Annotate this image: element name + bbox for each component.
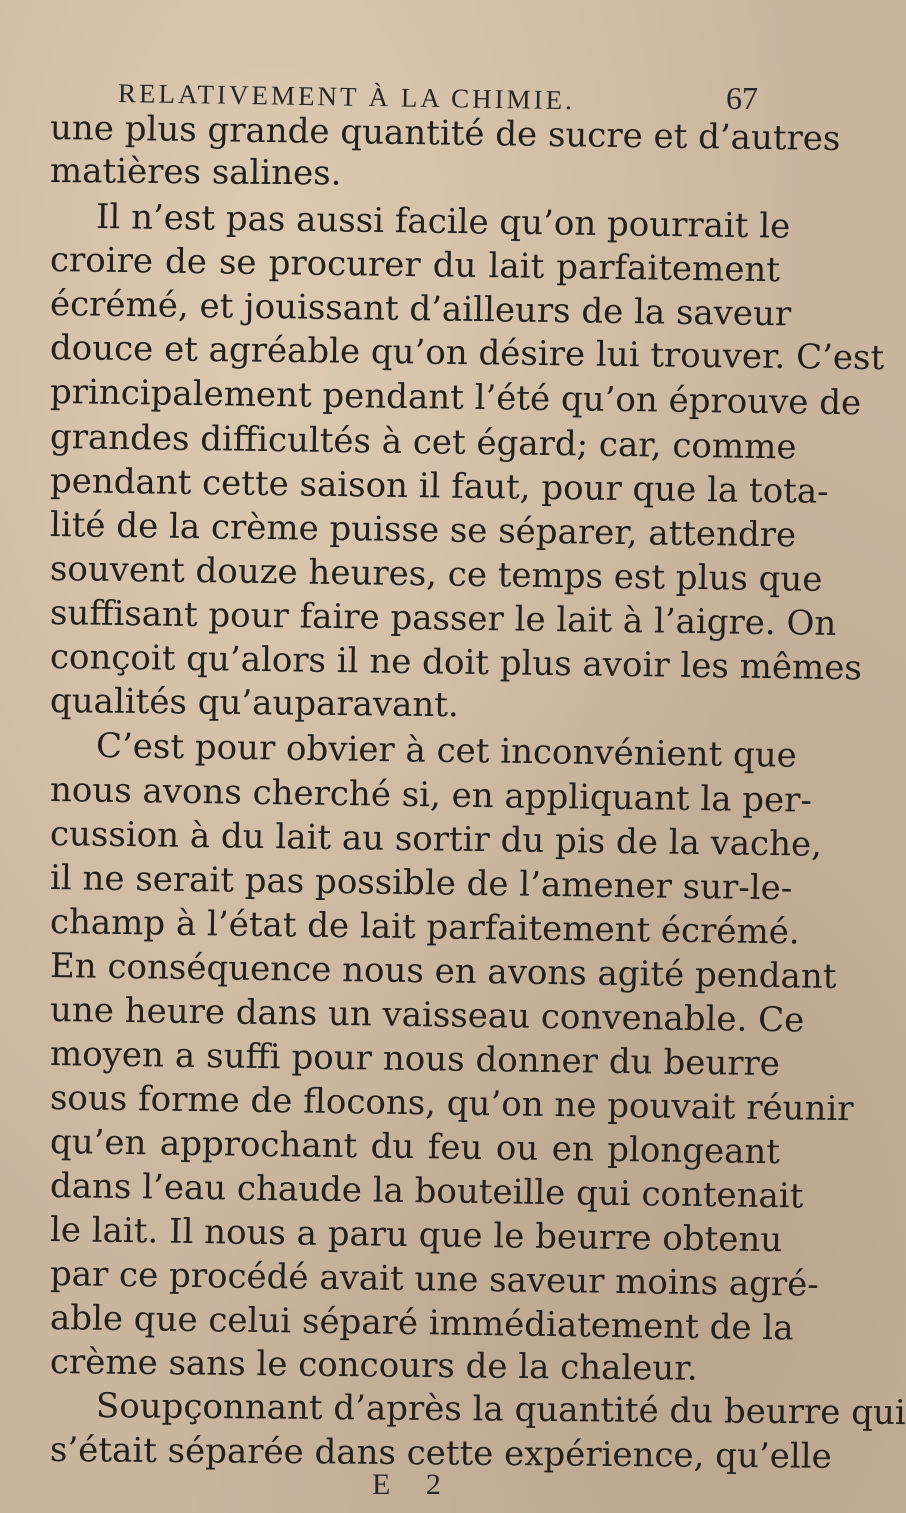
- text-line: C’est pour obvier à cet inconvénient que: [95, 726, 798, 776]
- text-line: une heure dans un vaisseau convenable. Ce: [49, 990, 805, 1041]
- text-line: En conséquence nous en avons agité pendant: [49, 946, 837, 997]
- page-number: 67: [726, 80, 758, 116]
- text-line: Il n’est pas aussi facile qu’on pourrait le: [95, 197, 791, 247]
- text-line: croire de se procurer du lait parfaitement: [49, 240, 781, 291]
- running-head: RELATIVEMENT À LA CHIMIE.: [117, 78, 576, 116]
- text-line: principalement pendant l’été qu’on éprouve de: [49, 372, 862, 424]
- text-line: able que celui séparé immédiatement de la: [49, 1298, 794, 1349]
- text-line: écrémé, et jouissant d’ailleurs de la saveur: [49, 284, 792, 335]
- text-line: dans l’eau chaude la bouteille qui contenait: [49, 1166, 804, 1217]
- text-line: souvent douze heures, ce temps est plus que: [49, 549, 823, 600]
- text-line: matières salines.: [49, 151, 342, 194]
- text-line: pendant cette saison il faut, pour que la tota-: [49, 461, 829, 512]
- text-line: par ce procédé avait une saveur moins agré-: [49, 1254, 820, 1305]
- signature-mark: E 2: [372, 1468, 455, 1501]
- text-line: douce et agréable qu’on désire lui trouver. C’est: [49, 328, 885, 379]
- text-line: nous avons cherché si, en appliquant la per-: [49, 770, 813, 821]
- text-line: crème sans le concours de la chaleur.: [49, 1342, 698, 1389]
- text-line: une plus grande quantité de sucre et d’autres: [49, 108, 841, 160]
- text-line: cussion à du lait au sortir du pis de la vache,: [49, 814, 823, 865]
- text-line: suffisant pour faire passer le lait à l’aigre. On: [49, 593, 837, 644]
- text-line: moyen a suffi pour nous donner du beurre: [49, 1034, 781, 1085]
- text-line: qu’en approchant du feu ou en plongeant: [49, 1122, 781, 1173]
- text-line: s’était séparée dans cette expérience, qu’elle: [49, 1430, 832, 1477]
- text-line: conçoit qu’alors il ne doit plus avoir les mêmes: [49, 637, 863, 689]
- text-line: sous forme de flocons, qu’on ne pouvait réunir: [49, 1078, 854, 1130]
- text-line: champ à l’état de lait parfaitement écrémé.: [49, 902, 800, 953]
- text-line: il ne serait pas possible de l’amener sur-le-: [49, 858, 793, 909]
- text-line: Soupçonnant d’après la quantité du beurre qui: [95, 1386, 906, 1434]
- text-line: grandes difficultés à cet égard; car, comme: [49, 417, 797, 468]
- text-line: qualités qu’auparavant.: [49, 681, 459, 726]
- text-line: lité de la crème puisse se séparer, attendre: [49, 505, 797, 556]
- text-line: le lait. Il nous a paru que le beurre obtenu: [49, 1210, 783, 1261]
